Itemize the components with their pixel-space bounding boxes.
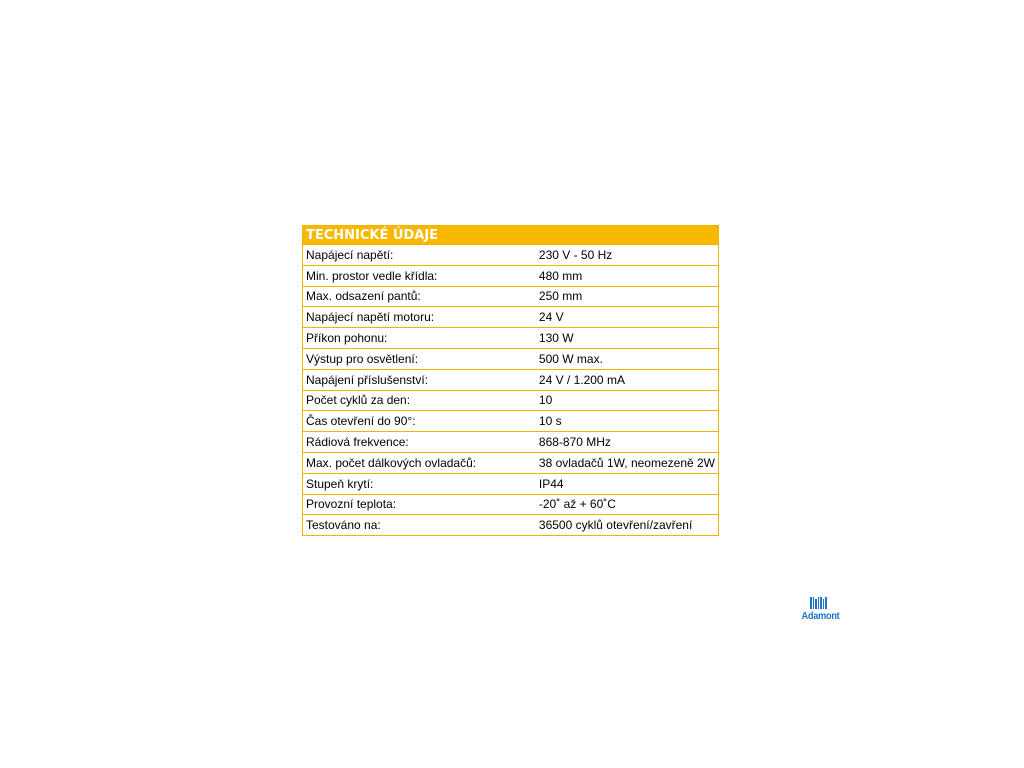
logo-text: Adamont [801, 611, 840, 622]
spec-row [303, 515, 719, 536]
table-title: TECHNICKÉ ÚDAJE [306, 228, 439, 243]
spec-value: 868-870 MHz [536, 432, 719, 453]
spec-value: 230 V - 50 Hz [536, 245, 719, 266]
spec-label: Napájecí napětí: [303, 245, 536, 266]
spec-value: 38 ovladačů 1W, neomezeně 2W [536, 452, 719, 473]
spec-label: Počet cyklů za den: [303, 390, 536, 411]
spec-label: Čas otevření do 90°: [303, 411, 536, 432]
spec-label: Příkon pohonu: [303, 328, 536, 349]
spec-value: 36500 cyklů otevření/zavření [536, 515, 719, 536]
spec-label: Min. prostor vedle křídla: [303, 265, 536, 286]
spec-value: 24 V / 1.200 mA [536, 369, 719, 390]
spec-label: Max. odsazení pantů: [303, 286, 536, 307]
spec-value: 10 [536, 390, 719, 411]
spec-row [303, 452, 719, 473]
spec-row [303, 411, 719, 432]
spec-row [303, 369, 719, 390]
spec-value: 480 mm [536, 265, 719, 286]
spec-label: Výstup pro osvětlení: [303, 348, 536, 369]
spec-value: -20˚ až + 60˚C [536, 494, 719, 515]
spec-row [303, 348, 719, 369]
spec-row [303, 494, 719, 515]
spec-value: 500 W max. [536, 348, 719, 369]
spec-row [303, 473, 719, 494]
spec-label: Rádiová frekvence: [303, 432, 536, 453]
spec-row [303, 307, 719, 328]
spec-value: 250 mm [536, 286, 719, 307]
table-header [303, 226, 719, 245]
spec-value: IP44 [536, 473, 719, 494]
spec-row [303, 328, 719, 349]
spec-label: Napájení příslušenství: [303, 369, 536, 390]
spec-label: Max. počet dálkových ovladačů: [303, 452, 536, 473]
spec-value: 10 s [536, 411, 719, 432]
spec-label: Provozní teplota: [303, 494, 536, 515]
spec-label: Stupeň krytí: [303, 473, 536, 494]
spec-row [303, 286, 719, 307]
spec-row [303, 245, 719, 266]
spec-label: Testováno na: [303, 515, 536, 536]
spec-value: 130 W [536, 328, 719, 349]
technical-specs-table [302, 225, 719, 536]
spec-row [303, 390, 719, 411]
spec-row [303, 265, 719, 286]
spec-label: Napájecí napětí motoru: [303, 307, 536, 328]
brand-logo [800, 597, 838, 631]
adamont-logo-icon [810, 597, 828, 609]
spec-row [303, 432, 719, 453]
spec-value: 24 V [536, 307, 719, 328]
